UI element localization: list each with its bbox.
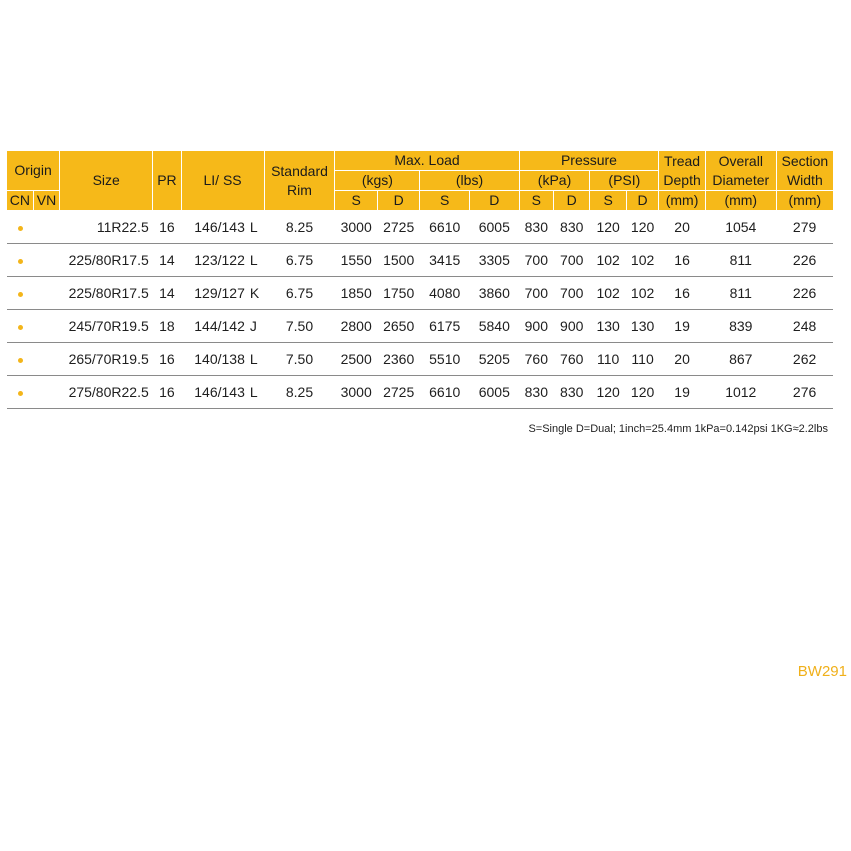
lbs-d-cell: 5205 [470, 343, 520, 376]
vn-header: VN [33, 191, 59, 211]
kgs-s-cell: 3000 [335, 211, 378, 244]
origin-dot-icon [18, 292, 23, 297]
psi-d-header: D [626, 191, 658, 211]
tire-spec-table [7, 151, 833, 409]
kgs-d-cell: 1750 [377, 277, 420, 310]
lbs-s-header: S [420, 191, 470, 211]
kpa-s-header: S [519, 191, 553, 211]
table-header [7, 151, 833, 211]
kgs-d-header: D [377, 191, 420, 211]
pr-header: PR [153, 151, 181, 211]
lbs-s-cell: 6175 [420, 310, 470, 343]
vn-origin-cell [33, 376, 59, 409]
rim-cell: 7.50 [264, 310, 335, 343]
lbs-s-cell: 3415 [420, 244, 470, 277]
width-cell: 226 [776, 277, 833, 310]
kpa-d-cell: 700 [554, 277, 590, 310]
kgs-s-cell: 1550 [335, 244, 378, 277]
table-row [7, 310, 833, 343]
size-cell: 11R22.5 [60, 211, 153, 244]
size-cell: 275/80R22.5 [60, 376, 153, 409]
pr-cell: 14 [153, 277, 181, 310]
psi-s-cell: 120 [590, 211, 626, 244]
speed-symbol-cell: K [248, 277, 264, 310]
origin-dot-icon [18, 325, 23, 330]
kgs-d-cell: 2650 [377, 310, 420, 343]
tread-cell: 20 [659, 343, 706, 376]
kgs-header: (kgs) [335, 171, 420, 191]
lbs-d-cell: 5840 [470, 310, 520, 343]
table-row [7, 376, 833, 409]
kpa-d-cell: 830 [554, 376, 590, 409]
kpa-header: (kPa) [519, 171, 590, 191]
cn-origin-dot [7, 310, 33, 343]
speed-symbol-cell: L [248, 211, 264, 244]
kpa-s-cell: 760 [519, 343, 553, 376]
cn-header: CN [7, 191, 33, 211]
li-ss-header: LI/ SS [181, 151, 264, 211]
pr-cell: 14 [153, 244, 181, 277]
psi-d-cell: 130 [626, 310, 658, 343]
psi-s-header: S [590, 191, 626, 211]
kgs-s-cell: 2500 [335, 343, 378, 376]
pressure-header: Pressure [519, 151, 659, 171]
rim-cell: 8.25 [264, 376, 335, 409]
width-cell: 248 [776, 310, 833, 343]
origin-dot-icon [18, 226, 23, 231]
origin-dot-icon [18, 358, 23, 363]
size-cell: 225/80R17.5 [60, 277, 153, 310]
kgs-s-cell: 2800 [335, 310, 378, 343]
diameter-cell: 1054 [705, 211, 776, 244]
width-cell: 262 [776, 343, 833, 376]
lbs-d-cell: 3860 [470, 277, 520, 310]
load-index-cell: 140/138 [181, 343, 248, 376]
load-index-cell: 123/122 [181, 244, 248, 277]
kpa-d-header: D [554, 191, 590, 211]
kgs-d-cell: 2360 [377, 343, 420, 376]
kgs-s-cell: 3000 [335, 376, 378, 409]
lbs-d-cell: 3305 [470, 244, 520, 277]
psi-s-cell: 120 [590, 376, 626, 409]
lbs-s-cell: 4080 [420, 277, 470, 310]
cn-origin-dot [7, 343, 33, 376]
width-mm-header: (mm) [776, 191, 833, 211]
pr-cell: 18 [153, 310, 181, 343]
vn-origin-cell [33, 244, 59, 277]
size-cell: 265/70R19.5 [60, 343, 153, 376]
kgs-d-cell: 2725 [377, 376, 420, 409]
speed-symbol-cell: L [248, 376, 264, 409]
table-body [7, 211, 833, 409]
lbs-header: (lbs) [420, 171, 519, 191]
kpa-s-cell: 700 [519, 244, 553, 277]
kgs-s-header: S [335, 191, 378, 211]
pr-cell: 16 [153, 343, 181, 376]
diameter-cell: 811 [705, 277, 776, 310]
unit-footnote: S=Single D=Dual; 1inch=25.4mm 1kPa=0.142psi 1KG≈2.2lbs [528, 423, 828, 435]
tread-depth-header: Tread Depth [659, 151, 706, 191]
standard-rim-header: Standard Rim [264, 151, 335, 211]
psi-s-cell: 110 [590, 343, 626, 376]
kgs-d-cell: 2725 [377, 211, 420, 244]
overall-diameter-header: Overall Diameter [705, 151, 776, 191]
rim-cell: 6.75 [264, 244, 335, 277]
tread-cell: 20 [659, 211, 706, 244]
width-cell: 226 [776, 244, 833, 277]
psi-d-cell: 102 [626, 277, 658, 310]
lbs-s-cell: 6610 [420, 211, 470, 244]
table-row [7, 244, 833, 277]
pr-cell: 16 [153, 211, 181, 244]
speed-symbol-cell: L [248, 244, 264, 277]
max-load-header: Max. Load [335, 151, 519, 171]
psi-d-cell: 120 [626, 211, 658, 244]
psi-s-cell: 102 [590, 277, 626, 310]
kpa-d-cell: 700 [554, 244, 590, 277]
lbs-d-cell: 6005 [470, 211, 520, 244]
cn-origin-dot [7, 244, 33, 277]
lbs-d-cell: 6005 [470, 376, 520, 409]
kpa-s-cell: 830 [519, 211, 553, 244]
section-width-header: Section Width [776, 151, 833, 191]
lbs-s-cell: 5510 [420, 343, 470, 376]
speed-symbol-cell: L [248, 343, 264, 376]
diameter-cell: 839 [705, 310, 776, 343]
psi-d-cell: 120 [626, 376, 658, 409]
psi-header: (PSI) [590, 171, 659, 191]
kpa-d-cell: 900 [554, 310, 590, 343]
kgs-d-cell: 1500 [377, 244, 420, 277]
load-index-cell: 144/142 [181, 310, 248, 343]
pr-cell: 16 [153, 376, 181, 409]
width-cell: 276 [776, 376, 833, 409]
lbs-d-header: D [470, 191, 520, 211]
psi-d-cell: 102 [626, 244, 658, 277]
origin-header: Origin [7, 151, 60, 191]
load-index-cell: 129/127 [181, 277, 248, 310]
size-cell: 245/70R19.5 [60, 310, 153, 343]
origin-dot-icon [18, 391, 23, 396]
psi-s-cell: 130 [590, 310, 626, 343]
kpa-d-cell: 830 [554, 211, 590, 244]
cn-origin-dot [7, 277, 33, 310]
rim-cell: 6.75 [264, 277, 335, 310]
diameter-cell: 811 [705, 244, 776, 277]
width-cell: 279 [776, 211, 833, 244]
kpa-s-cell: 830 [519, 376, 553, 409]
kpa-s-cell: 700 [519, 277, 553, 310]
table-row [7, 343, 833, 376]
rim-cell: 8.25 [264, 211, 335, 244]
load-index-cell: 146/143 [181, 376, 248, 409]
table-row [7, 211, 833, 244]
diameter-cell: 867 [705, 343, 776, 376]
speed-symbol-cell: J [248, 310, 264, 343]
diameter-mm-header: (mm) [705, 191, 776, 211]
lbs-s-cell: 6610 [420, 376, 470, 409]
tread-mm-header: (mm) [659, 191, 706, 211]
tread-cell: 16 [659, 244, 706, 277]
diameter-cell: 1012 [705, 376, 776, 409]
kpa-s-cell: 900 [519, 310, 553, 343]
load-index-cell: 146/143 [181, 211, 248, 244]
origin-dot-icon [18, 259, 23, 264]
size-cell: 225/80R17.5 [60, 244, 153, 277]
cn-origin-dot [7, 211, 33, 244]
psi-s-cell: 102 [590, 244, 626, 277]
kpa-d-cell: 760 [554, 343, 590, 376]
vn-origin-cell [33, 277, 59, 310]
vn-origin-cell [33, 343, 59, 376]
vn-origin-cell [33, 211, 59, 244]
model-code: BW291 [797, 663, 847, 680]
tread-cell: 16 [659, 277, 706, 310]
vn-origin-cell [33, 310, 59, 343]
tread-cell: 19 [659, 310, 706, 343]
cn-origin-dot [7, 376, 33, 409]
psi-d-cell: 110 [626, 343, 658, 376]
table-row [7, 277, 833, 310]
rim-cell: 7.50 [264, 343, 335, 376]
size-header: Size [60, 151, 153, 211]
tread-cell: 19 [659, 376, 706, 409]
kgs-s-cell: 1850 [335, 277, 378, 310]
